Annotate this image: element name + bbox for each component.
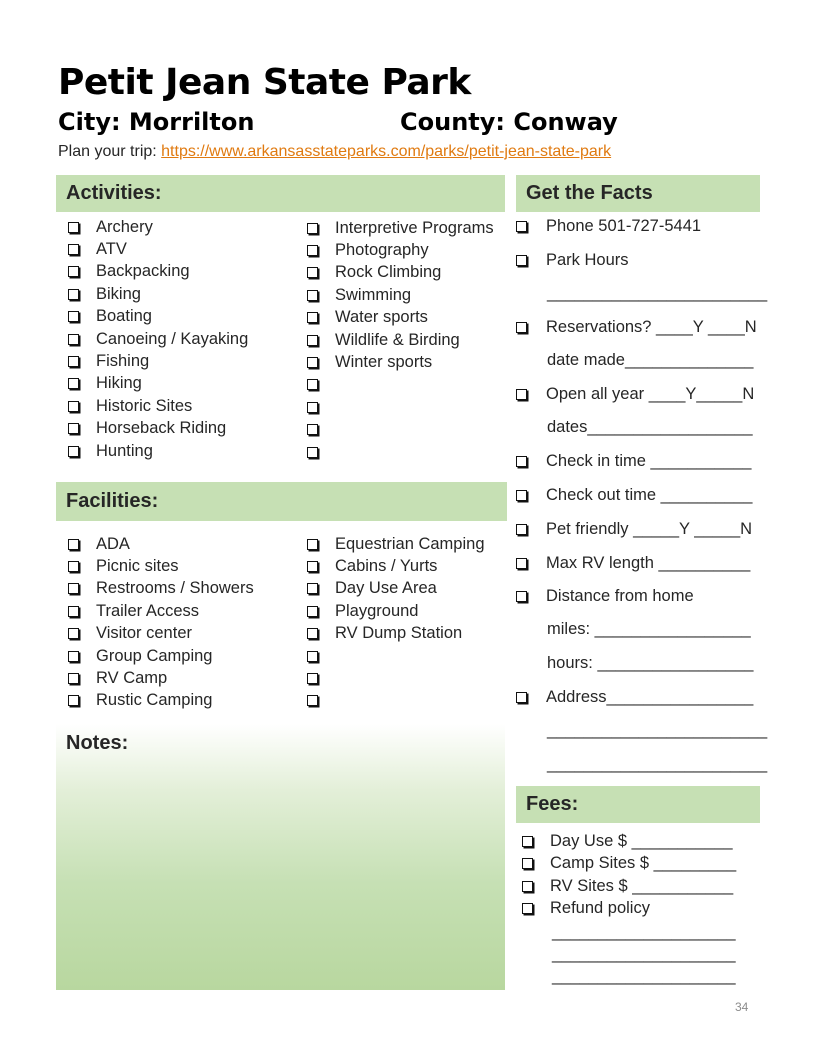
checkbox-icon[interactable] (68, 446, 79, 457)
checkbox-icon[interactable] (307, 583, 318, 594)
checkbox-icon[interactable] (522, 858, 533, 869)
activities-list-col1 (68, 216, 248, 462)
list-item[interactable]: Horseback Riding (68, 418, 248, 440)
checkbox-icon[interactable] (307, 312, 318, 323)
list-item[interactable]: Day Use Area (307, 578, 485, 600)
list-item[interactable] (307, 645, 485, 667)
notes-area[interactable] (56, 724, 505, 990)
refund-line-2[interactable]: ____________________ (552, 945, 736, 963)
list-item[interactable]: RV Sites $ ___________ (522, 875, 736, 898)
checkbox-icon[interactable] (68, 334, 79, 345)
address-line-2[interactable]: ________________________ (547, 755, 768, 773)
checkbox-icon[interactable] (516, 322, 527, 333)
list-item[interactable] (307, 690, 485, 712)
checkbox-icon[interactable] (516, 490, 527, 501)
address-line-1[interactable]: ________________________ (547, 721, 768, 739)
list-item[interactable]: RV Dump Station (307, 623, 485, 645)
facilities-list-col2 (307, 533, 485, 712)
checkbox-icon[interactable] (516, 389, 527, 400)
list-item[interactable]: Wildlife & Birding (307, 329, 494, 351)
checkbox-icon[interactable] (522, 836, 533, 847)
list-item[interactable]: Rustic Camping (68, 690, 254, 712)
list-item[interactable]: Refund policy (522, 898, 736, 921)
facilities-heading: Facilities: (66, 490, 159, 512)
list-item[interactable]: Backpacking (68, 261, 248, 283)
checkbox-icon[interactable] (68, 311, 79, 322)
checkbox-icon[interactable] (307, 651, 318, 662)
list-item[interactable]: Picnic sites (68, 555, 254, 577)
list-item[interactable] (307, 667, 485, 689)
fees-list (522, 830, 736, 920)
list-item[interactable]: Hiking (68, 373, 248, 395)
date-made-field[interactable]: date made______________ (547, 351, 754, 369)
refund-line-3[interactable]: ____________________ (552, 967, 736, 985)
checkbox-icon[interactable] (68, 222, 79, 233)
list-item[interactable]: Camp Sites $ _________ (522, 853, 736, 876)
list-item[interactable]: Trailer Access (68, 600, 254, 622)
checkbox-icon[interactable] (68, 289, 79, 300)
checkbox-icon[interactable] (68, 673, 79, 684)
list-item[interactable]: Photography (307, 239, 494, 261)
checkbox-icon[interactable] (307, 424, 318, 435)
page-title: Petit Jean State Park (58, 62, 471, 103)
checkbox-icon[interactable] (307, 290, 318, 301)
checkbox-icon[interactable] (307, 628, 318, 639)
hours-field[interactable]: hours: _________________ (547, 654, 754, 672)
checkbox-icon[interactable] (307, 447, 318, 458)
park-hours-line[interactable]: ________________________ (547, 284, 768, 302)
checkbox-icon[interactable] (68, 651, 79, 662)
list-item[interactable]: Day Use $ ___________ (522, 830, 736, 853)
list-item[interactable] (307, 396, 494, 418)
list-item[interactable]: Hunting (68, 440, 248, 462)
checkbox-icon[interactable] (68, 606, 79, 617)
checkbox-icon[interactable] (307, 357, 318, 368)
checkbox-icon[interactable] (68, 539, 79, 550)
checkbox-icon[interactable] (307, 223, 318, 234)
list-item[interactable]: Biking (68, 283, 248, 305)
notes-heading: Notes: (66, 732, 129, 754)
list-item[interactable]: Historic Sites (68, 395, 248, 417)
checkbox-icon[interactable] (516, 221, 527, 232)
phone-item[interactable]: Phone 501-727-5441 (516, 214, 701, 238)
max-rv-item[interactable]: Max RV length __________ (516, 551, 750, 575)
checkbox-icon[interactable] (516, 524, 527, 535)
list-item[interactable]: Interpretive Programs (307, 217, 494, 239)
checkbox-icon[interactable] (307, 695, 318, 706)
list-item[interactable]: Canoeing / Kayaking (68, 328, 248, 350)
address-item[interactable]: Address________________ (516, 685, 753, 709)
list-item[interactable]: Archery (68, 216, 248, 238)
list-item[interactable]: ADA (68, 533, 254, 555)
checkbox-icon[interactable] (68, 244, 79, 255)
checkbox-icon[interactable] (68, 695, 79, 706)
miles-field[interactable]: miles: _________________ (547, 620, 751, 638)
activities-header (56, 175, 505, 212)
list-item[interactable]: RV Camp (68, 667, 254, 689)
checkbox-icon[interactable] (68, 401, 79, 412)
fees-heading: Fees: (526, 793, 579, 815)
list-item[interactable]: Cabins / Yurts (307, 555, 485, 577)
list-item[interactable]: Equestrian Camping (307, 533, 485, 555)
checkbox-icon[interactable] (68, 583, 79, 594)
facilities-header (56, 482, 507, 521)
list-item[interactable]: Winter sports (307, 351, 494, 373)
list-item[interactable]: Water sports (307, 307, 494, 329)
page-number: 34 (735, 1000, 749, 1014)
list-item[interactable]: ATV (68, 238, 248, 260)
checkbox-icon[interactable] (516, 255, 527, 266)
checkbox-icon[interactable] (68, 266, 79, 277)
list-item[interactable]: Fishing (68, 350, 248, 372)
list-item[interactable] (307, 441, 494, 463)
checkbox-icon[interactable] (68, 561, 79, 572)
list-item[interactable] (307, 374, 494, 396)
fees-header (516, 786, 760, 823)
check-in-item[interactable]: Check in time ___________ (516, 449, 751, 473)
checkbox-icon[interactable] (307, 245, 318, 256)
checkbox-icon[interactable] (522, 903, 533, 914)
checkbox-icon[interactable] (516, 591, 527, 602)
checkbox-icon[interactable] (516, 692, 527, 703)
list-item[interactable]: Swimming (307, 284, 494, 306)
activities-list-col2 (307, 217, 494, 463)
list-item[interactable]: Group Camping (68, 645, 254, 667)
checkbox-icon[interactable] (516, 558, 527, 569)
facts-header (516, 175, 760, 212)
check-out-item[interactable]: Check out time __________ (516, 483, 752, 507)
checkbox-icon[interactable] (307, 539, 318, 550)
checkbox-icon[interactable] (522, 881, 533, 892)
checkbox-icon[interactable] (307, 335, 318, 346)
facilities-list-col1 (68, 533, 254, 712)
reservations-item[interactable]: Reservations? ____Y ____N (516, 315, 757, 339)
checkbox-icon[interactable] (307, 402, 318, 413)
park-hours-item[interactable]: Park Hours (516, 248, 629, 272)
city-label: City: Morrilton (58, 108, 255, 136)
checkbox-icon[interactable] (307, 673, 318, 684)
park-website-link[interactable]: https://www.arkansasstateparks.com/parks/petit-jean-state-park (161, 143, 612, 160)
activities-heading: Activities: (66, 182, 162, 204)
checkbox-icon[interactable] (68, 628, 79, 639)
refund-line-1[interactable]: ____________________ (552, 923, 736, 941)
list-item[interactable]: Playground (307, 600, 485, 622)
county-label: County: Conway (400, 108, 618, 136)
checkbox-icon[interactable] (516, 456, 527, 467)
checkbox-icon[interactable] (307, 267, 318, 278)
plan-trip-prefix: Plan your trip: (58, 143, 162, 160)
open-all-year-item[interactable]: Open all year ____Y_____N (516, 382, 754, 406)
list-item[interactable]: Boating (68, 306, 248, 328)
checkbox-icon[interactable] (307, 379, 318, 390)
checkbox-icon[interactable] (68, 378, 79, 389)
checkbox-icon[interactable] (68, 356, 79, 367)
checkbox-icon[interactable] (68, 423, 79, 434)
list-item[interactable] (307, 419, 494, 441)
checkbox-icon[interactable] (307, 606, 318, 617)
dates-field[interactable]: dates__________________ (547, 418, 753, 436)
list-item[interactable]: Rock Climbing (307, 262, 494, 284)
plan-trip-line (58, 143, 611, 161)
facts-heading: Get the Facts (526, 182, 653, 204)
distance-item[interactable]: Distance from home (516, 584, 694, 608)
list-item[interactable]: Visitor center (68, 623, 254, 645)
checkbox-icon[interactable] (307, 561, 318, 572)
list-item[interactable]: Restrooms / Showers (68, 578, 254, 600)
pet-friendly-item[interactable]: Pet friendly _____Y _____N (516, 517, 752, 541)
